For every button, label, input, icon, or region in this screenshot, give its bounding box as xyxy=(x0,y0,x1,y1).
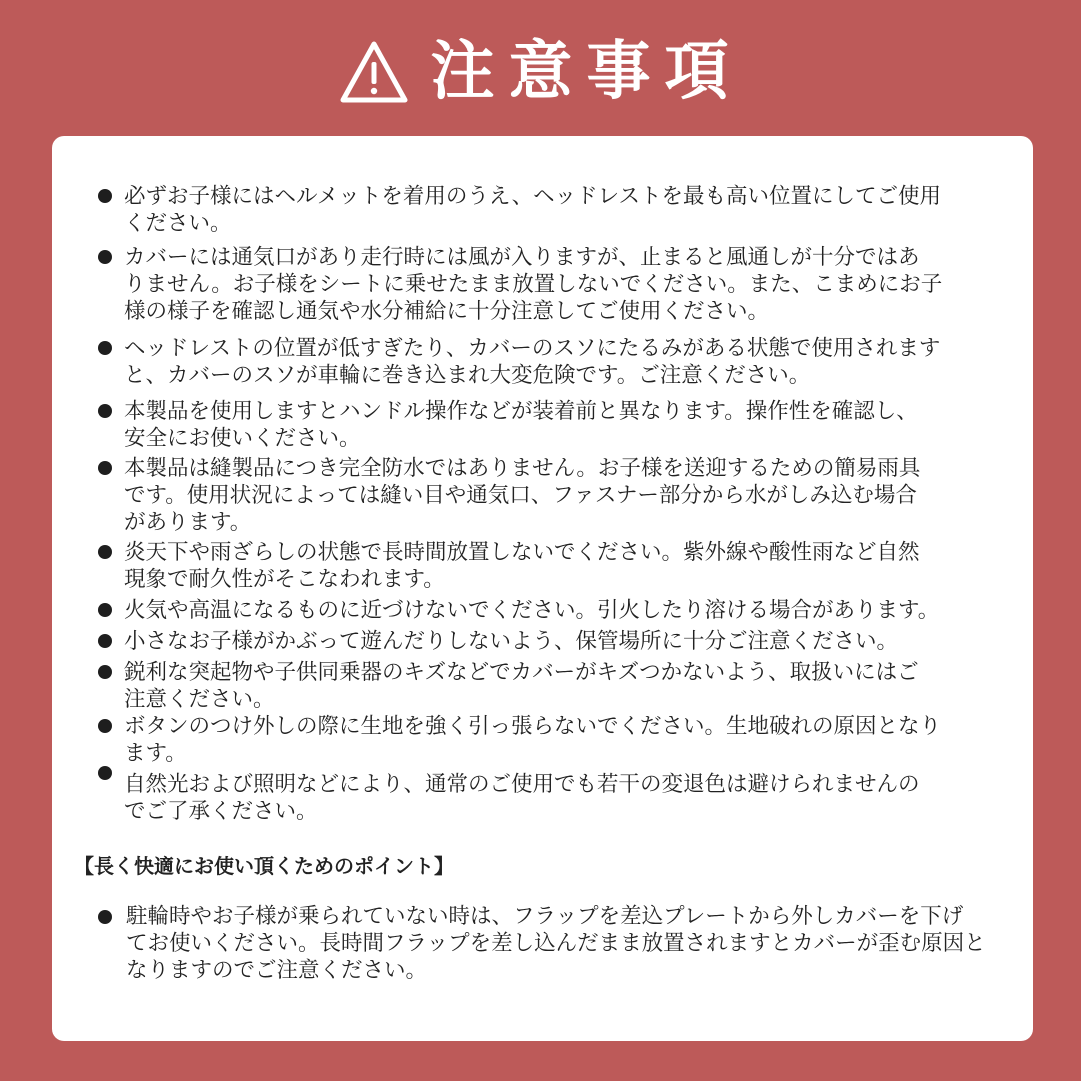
bullet xyxy=(98,719,112,733)
note-line: と、カバーのスソが車輪に巻き込まれ大変危険です。ご注意ください。 xyxy=(124,363,811,388)
bullet xyxy=(98,404,112,418)
note-line: 現象で耐久性がそこなわれます。 xyxy=(124,567,445,592)
bullet xyxy=(98,341,112,355)
note-item xyxy=(124,335,994,389)
warning-triangle-icon xyxy=(339,40,409,104)
bullet xyxy=(98,545,112,559)
tip-line: なりますのでご注意ください。 xyxy=(126,958,428,983)
note-line: 様の様子を確認し通気や水分補給に十分注意してご使用ください。 xyxy=(124,299,770,324)
note-line: 自然光および照明などにより、通常のご使用でも若干の変退色は避けられませんの xyxy=(124,772,920,797)
note-line: 本製品を使用しますとハンドル操作などが装着前と異なります。操作性を確認し、 xyxy=(124,399,918,424)
bullet xyxy=(98,766,112,780)
page-title: 注意事項 xyxy=(430,35,743,109)
note-line: 安全にお使いください。 xyxy=(124,426,361,451)
note-line: 必ずお子様にはヘルメットを着用のうえ、ヘッドレストを最も高い位置にしてご使用 xyxy=(124,184,942,209)
note-line: 鋭利な突起物や子供同乗器のキズなどでカバーがキズつかないよう、取扱いにはご xyxy=(124,660,919,685)
bullet xyxy=(98,910,112,924)
note-item xyxy=(124,771,994,825)
page-header xyxy=(0,30,1081,114)
note-line: カバーには通気口があり走行時には風が入りますが、止まると風通しが十分ではあ xyxy=(124,245,920,270)
note-item xyxy=(124,539,994,593)
note-line: ください。 xyxy=(124,211,232,236)
note-item xyxy=(124,628,994,655)
note-line: です。使用状況によっては縫い目や通気口、ファスナー部分から水がしみ込む場合 xyxy=(124,483,917,508)
tip-item xyxy=(126,903,996,984)
tip-line: 駐輪時やお子様が乗られていない時は、フラップを差込プレートから外しカバーを下げ xyxy=(126,904,964,929)
note-line: りません。お子様をシートに乗せたまま放置しないでください。また、こまめにお子 xyxy=(124,272,943,297)
note-line: ヘッドレストの位置が低すぎたり、カバーのスソにたるみがある状態で使用されます xyxy=(124,336,941,361)
note-item xyxy=(124,183,994,237)
note-line: 本製品は縫製品につき完全防水ではありません。お子様を送迎するための簡易雨具 xyxy=(124,456,921,481)
bullet xyxy=(98,250,112,264)
bullet xyxy=(98,461,112,475)
note-line: 小さなお子様がかぶって遊んだりしないよう、保管場所に十分ご注意ください。 xyxy=(124,629,899,654)
bullet xyxy=(98,189,112,203)
note-item xyxy=(124,455,994,536)
note-line: があります。 xyxy=(124,510,252,535)
bullet xyxy=(98,665,112,679)
tip-line: てお使いください。長時間フラップを差し込んだまま放置されますとカバーが歪む原因と xyxy=(126,931,986,956)
note-item xyxy=(124,244,994,325)
bullet xyxy=(98,634,112,648)
note-line: ボタンのつけ外しの際に生地を強く引っ張らないでください。生地破れの原因となり xyxy=(124,714,942,739)
note-item xyxy=(124,713,994,767)
note-item xyxy=(124,659,994,713)
note-item xyxy=(124,398,994,452)
note-line: ます。 xyxy=(124,741,187,766)
note-item xyxy=(124,597,994,624)
note-line: 注意ください。 xyxy=(124,687,275,712)
tips-heading: 【長く快適にお使い頂くためのポイント】 xyxy=(74,854,454,878)
note-line: 炎天下や雨ざらしの状態で長時間放置しないでください。紫外線や酸性雨など自然 xyxy=(124,540,920,565)
note-line: でご了承ください。 xyxy=(124,799,318,824)
note-line: 火気や高温になるものに近づけないでください。引火したり溶ける場合があります。 xyxy=(124,598,940,623)
bullet xyxy=(98,603,112,617)
